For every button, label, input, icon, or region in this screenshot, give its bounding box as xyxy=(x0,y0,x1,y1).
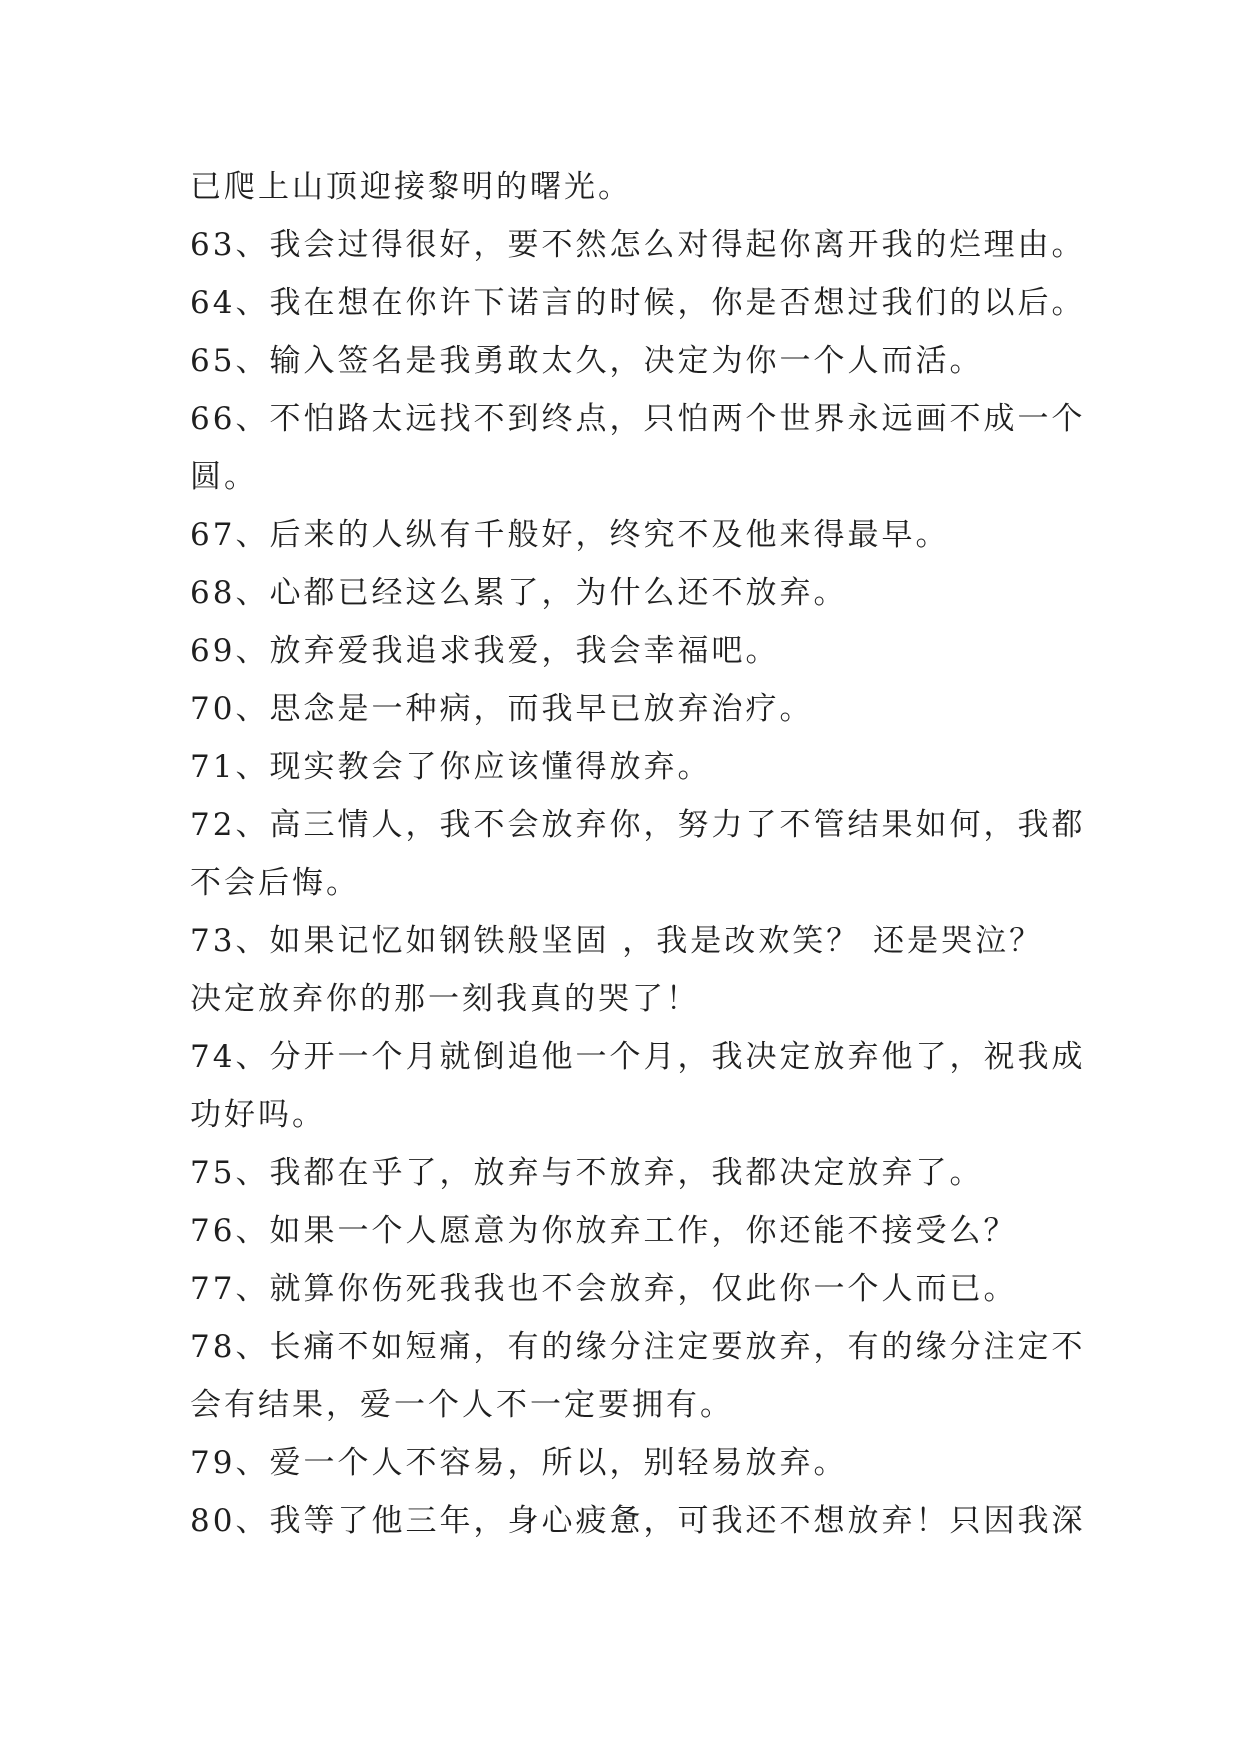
text-line: 79、爱一个人不容易，所以，别轻易放弃。 xyxy=(190,1445,848,1481)
text-line: 64、我在想在你许下诺言的时候，你是否想过我们的以后。 xyxy=(190,285,1086,321)
text-line: 68、心都已经这么累了，为什么还不放弃。 xyxy=(190,575,848,611)
text-line: 74、分开一个月就倒追他一个月，我决定放弃他了，祝我成 xyxy=(190,1039,1086,1075)
text-line: 会有结果，爱一个人不一定要拥有。 xyxy=(190,1387,734,1423)
text-line: 已爬上山顶迎接黎明的曙光。 xyxy=(190,169,632,205)
text-line: 69、放弃爱我追求我爱，我会幸福吧。 xyxy=(190,633,780,669)
text-line: 75、我都在乎了，放弃与不放弃，我都决定放弃了。 xyxy=(190,1155,984,1191)
text-line: 76、如果一个人愿意为你放弃工作，你还能不接受么？ xyxy=(190,1213,1018,1249)
text-line: 不会后悔。 xyxy=(190,865,360,901)
text-line: 78、长痛不如短痛，有的缘分注定要放弃，有的缘分注定不 xyxy=(190,1329,1086,1365)
text-line: 67、后来的人纵有千般好，终究不及他来得最早。 xyxy=(190,517,950,553)
document-body xyxy=(190,158,1090,1550)
text-line: 72、高三情人，我不会放弃你，努力了不管结果如何，我都 xyxy=(190,807,1086,843)
text-line: 66、不怕路太远找不到终点，只怕两个世界永远画不成一个 xyxy=(190,401,1086,437)
text-line: 80、我等了他三年，身心疲惫，可我还不想放弃！只因我深 xyxy=(190,1503,1086,1539)
text-line: 73、如果记忆如钢铁般坚固 ，我是改欢笑？ 还是哭泣？ xyxy=(190,923,1044,959)
text-line: 圆。 xyxy=(190,459,258,495)
text-line: 77、就算你伤死我我也不会放弃，仅此你一个人而已。 xyxy=(190,1271,1018,1307)
text-line: 71、现实教会了你应该懂得放弃。 xyxy=(190,749,712,785)
text-line: 功好吗。 xyxy=(190,1097,326,1133)
text-line: 63、我会过得很好，要不然怎么对得起你离开我的烂理由。 xyxy=(190,227,1086,263)
text-line: 70、思念是一种病，而我早已放弃治疗。 xyxy=(190,691,814,727)
text-line: 65、输入签名是我勇敢太久，决定为你一个人而活。 xyxy=(190,343,984,379)
text-line: 决定放弃你的那一刻我真的哭了！ xyxy=(190,981,700,1017)
